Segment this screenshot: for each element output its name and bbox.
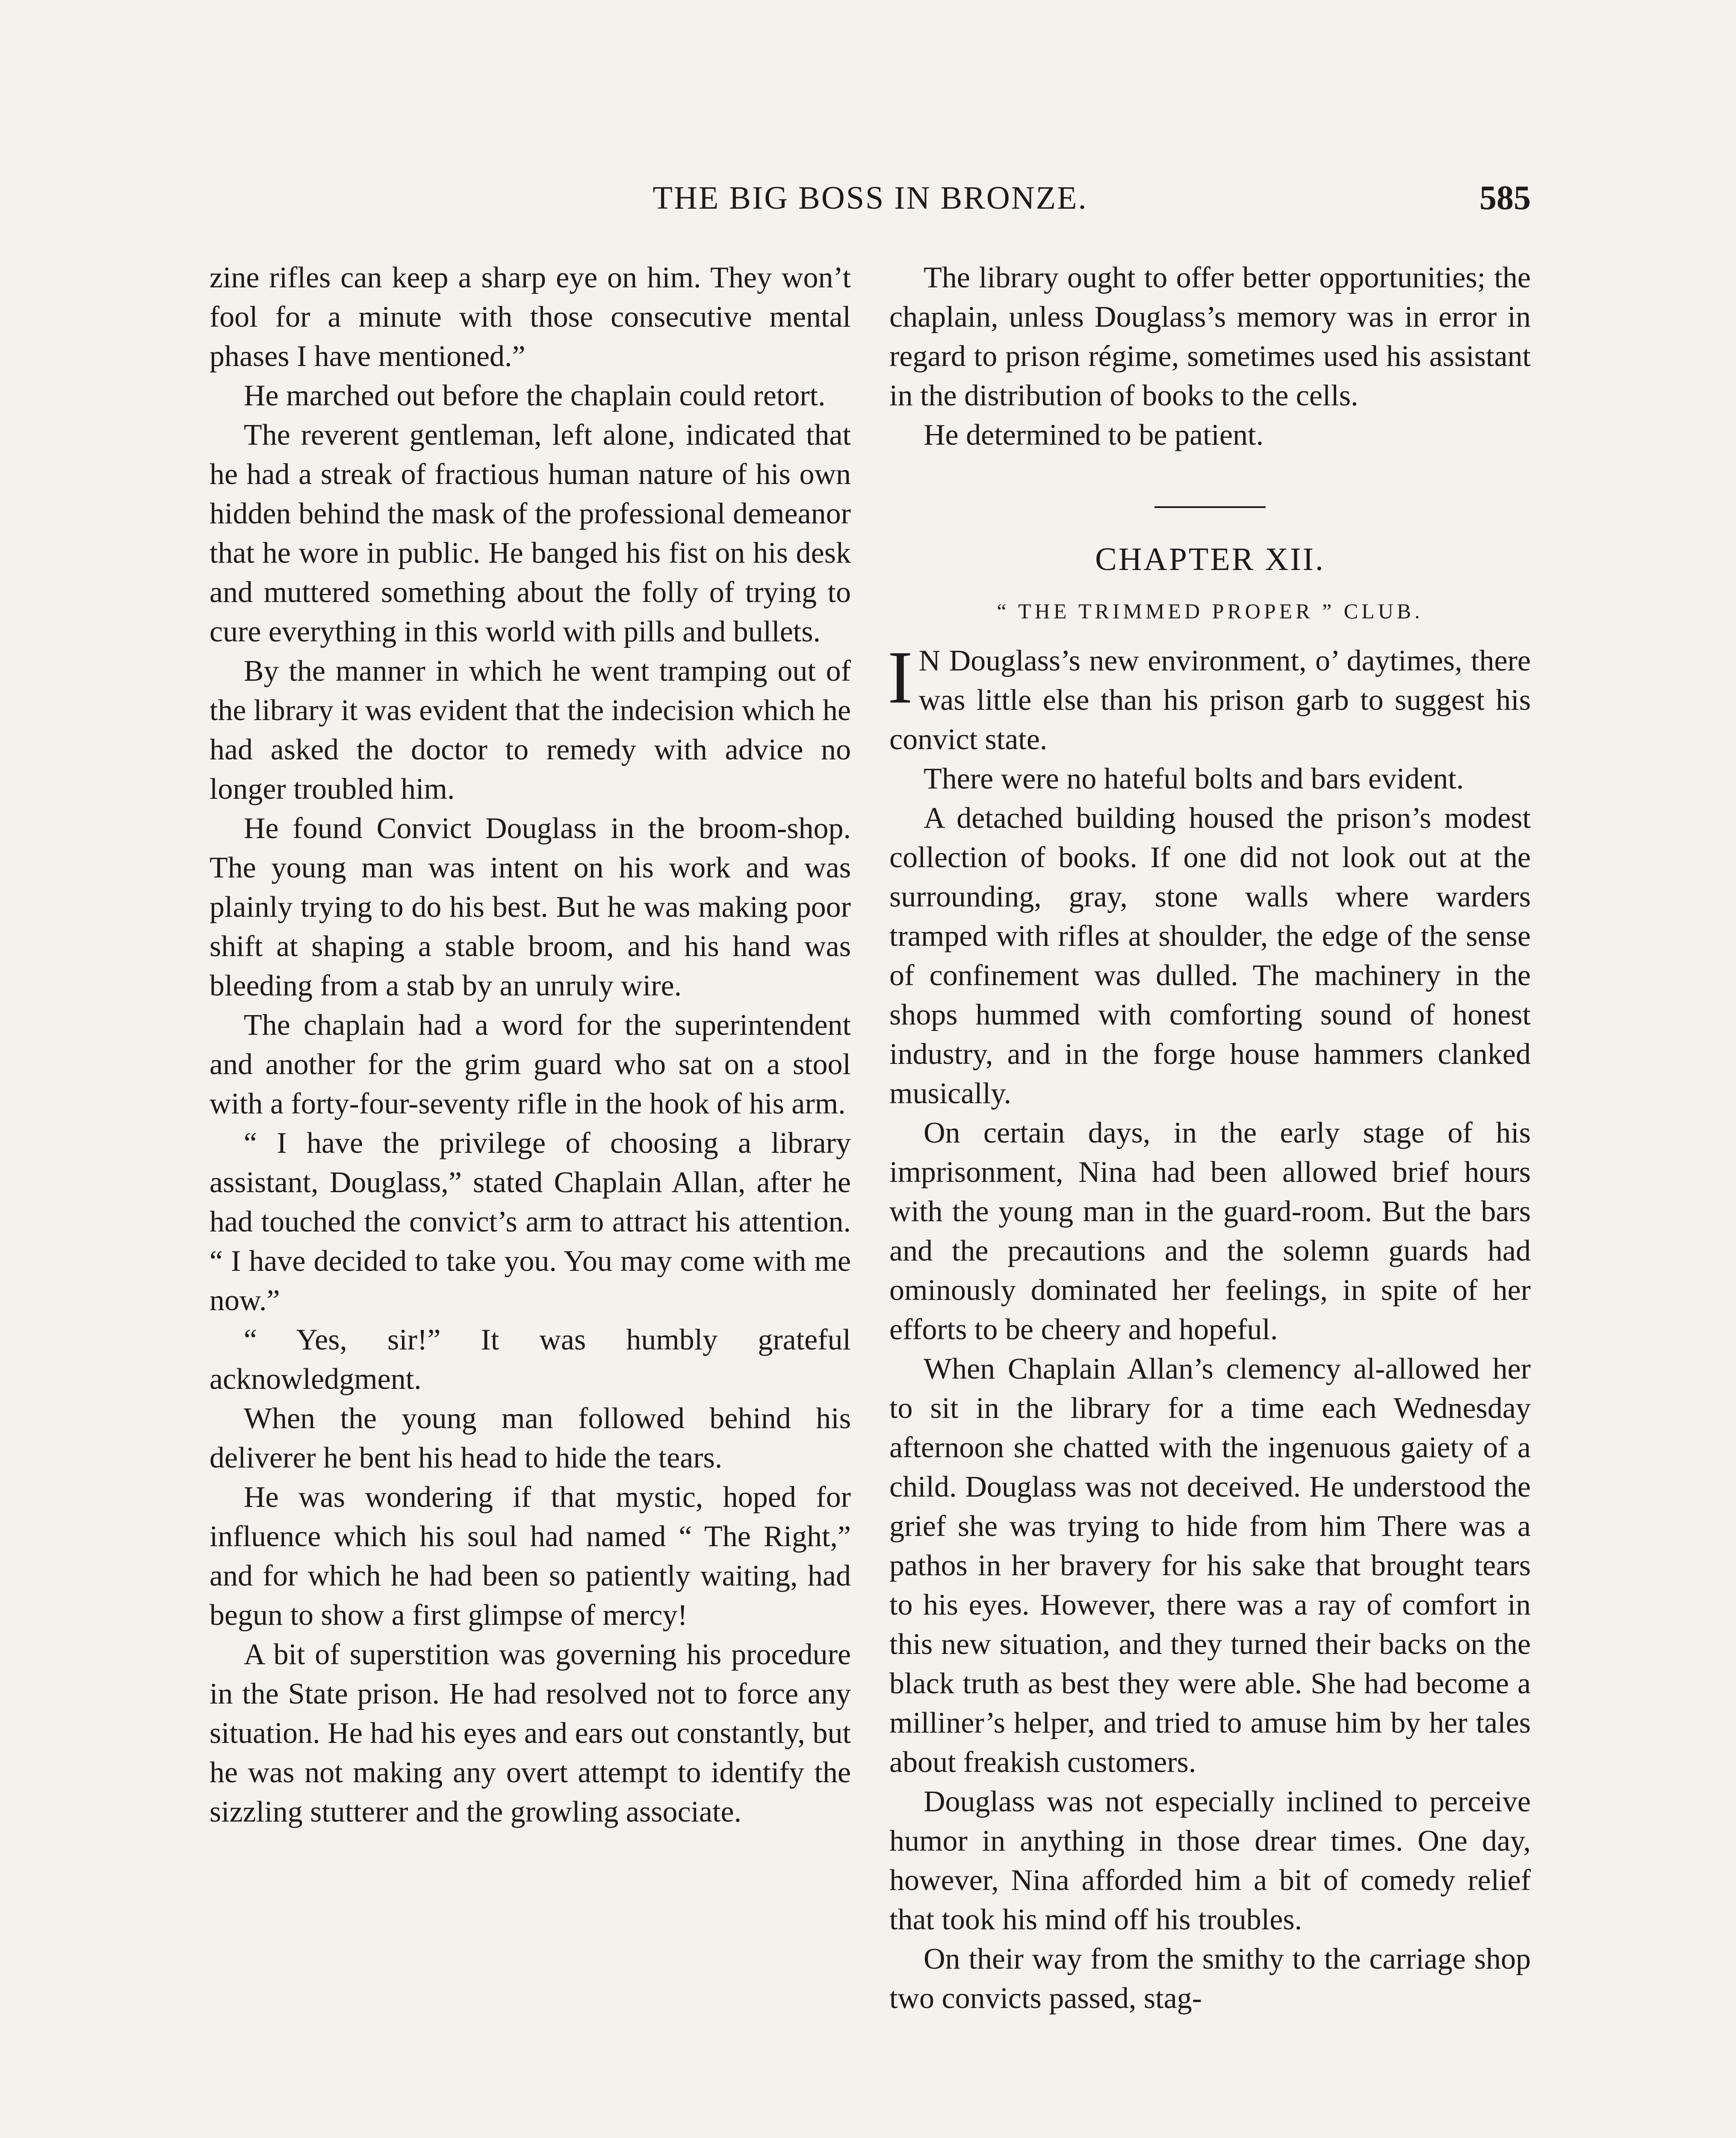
running-title: THE BIG BOSS IN BRONZE.: [652, 180, 1088, 216]
page-number: 585: [1479, 179, 1531, 217]
opening-text: Douglass’s new environment, o’ daytimes, there was little else than his prison garb to suggest his convict state.: [889, 644, 1531, 756]
chapter-opening-paragraph: [888, 636, 1531, 759]
chapter-subtitle: “ THE TRIMMED PROPER ” CLUB.: [997, 599, 1423, 623]
paragraph: On their way from the smithy to the carriage shop two convicts passed, stag-: [889, 1943, 1531, 2015]
paragraph: He was wondering if that mystic, hoped for influence which his soul had named “ The Right,” and for which he had been so patiently waiting, had begun to show a first glimpse of mercy!: [210, 1481, 851, 1632]
paragraph: He found Convict Douglass in the broom-shop. The young man was intent on his work and was plainly trying to do his best. But he was making poor shift at shaping a stable broom, and his hand was bleeding from a stab by an unruly wire.: [210, 812, 851, 1002]
chapter-heading: CHAPTER XII.: [1095, 541, 1325, 577]
paragraph: When Chaplain Allan’s clemency al-allowed her to sit in the library for a time each Wednesday afternoon she chatted with the ingenuous gaiety of a child. Douglass was not deceived. He understood the grief she was trying to hide from him There was a pathos in her bravery for his sake that brought tears to his eyes. However, there was a ray of comfort in this new situation, and they turned their backs on the black truth as best they were able. She had become a milliner’s helper, and tried to amuse him by her tales about freakish customers.: [889, 1352, 1531, 1779]
paragraph: By the manner in which he went tramping out of the library it was evident that the indecision which he had asked the doctor to remedy with advice no longer troubled him.: [210, 655, 851, 806]
paragraph: The library ought to offer better opportunities; the chaplain, unless Douglass’s memory was in error in regard to prison régime, sometimes used his assistant in the distribution of books to the cells.: [889, 261, 1531, 412]
paragraph: Douglass was not especially inclined to perceive humor in anything in those drear times. One day, however, Nina afforded him a bit of comedy relief that took his mind off his troubles.: [889, 1785, 1531, 1936]
drop-cap: I: [888, 636, 913, 719]
paragraph: A bit of superstition was governing his procedure in the State prison. He had resolved not to force any situation. He had his eyes and ears out constantly, but he was not making any overt attempt to identify the sizzling stutterer and the growling associate.: [210, 1638, 851, 1828]
running-head: [210, 179, 1531, 217]
paragraph: The chaplain had a word for the superintendent and another for the grim guard who sat on a stool with a forty-four-seventy rifle in the hook of his arm.: [210, 1009, 851, 1120]
opening-smallcaps: N: [918, 644, 941, 677]
section-divider: [1154, 506, 1266, 508]
paragraph: The reverent gentleman, left alone, indicated that he had a streak of fractious human nature of his own hidden behind the mask of the professional demeanor that he wore in public. He banged his fist on his desk and muttered something about the folly of trying to cure everything in this world with pills and bullets.: [210, 419, 851, 648]
right-column: [889, 258, 1531, 2018]
paragraph: When the young man followed behind his deliverer he bent his head to hide the tears.: [210, 1402, 851, 1474]
paragraph: There were no hateful bolts and bars evident.: [924, 762, 1464, 795]
paragraph: He determined to be patient.: [924, 419, 1264, 452]
left-column: [210, 258, 851, 1832]
paragraph: A detached building housed the prison’s modest collection of books. If one did not look out at the surrounding, gray, stone walls where warders tramped with rifles at shoulder, the edge of the sense of confinement was dulled. The machinery in the shops hummed with comforting sound of honest industry, and in the forge house hammers clanked musically.: [889, 802, 1531, 1110]
paragraph: He marched out before the chaplain could retort.: [244, 379, 826, 412]
paragraph: “ Yes, sir!” It was humbly grateful acknowledgment.: [210, 1323, 851, 1396]
paragraph: On certain days, in the early stage of his imprisonment, Nina had been allowed brief hours with the young man in the guard-room. But the bars and the precautions and the solemn guards had ominously dominated her feelings, in spite of her efforts to be cheery and hopeful.: [889, 1116, 1531, 1346]
paragraph: “ I have the privilege of choosing a library assistant, Douglass,” stated Chaplain Allan, after he had touched the convict’s arm to attract his attention. “ I have decided to take you. You may come with me now.”: [210, 1127, 851, 1317]
paragraph: zine rifles can keep a sharp eye on him. They won’t fool for a minute with those consecutive mental phases I have mentioned.”: [210, 261, 851, 373]
